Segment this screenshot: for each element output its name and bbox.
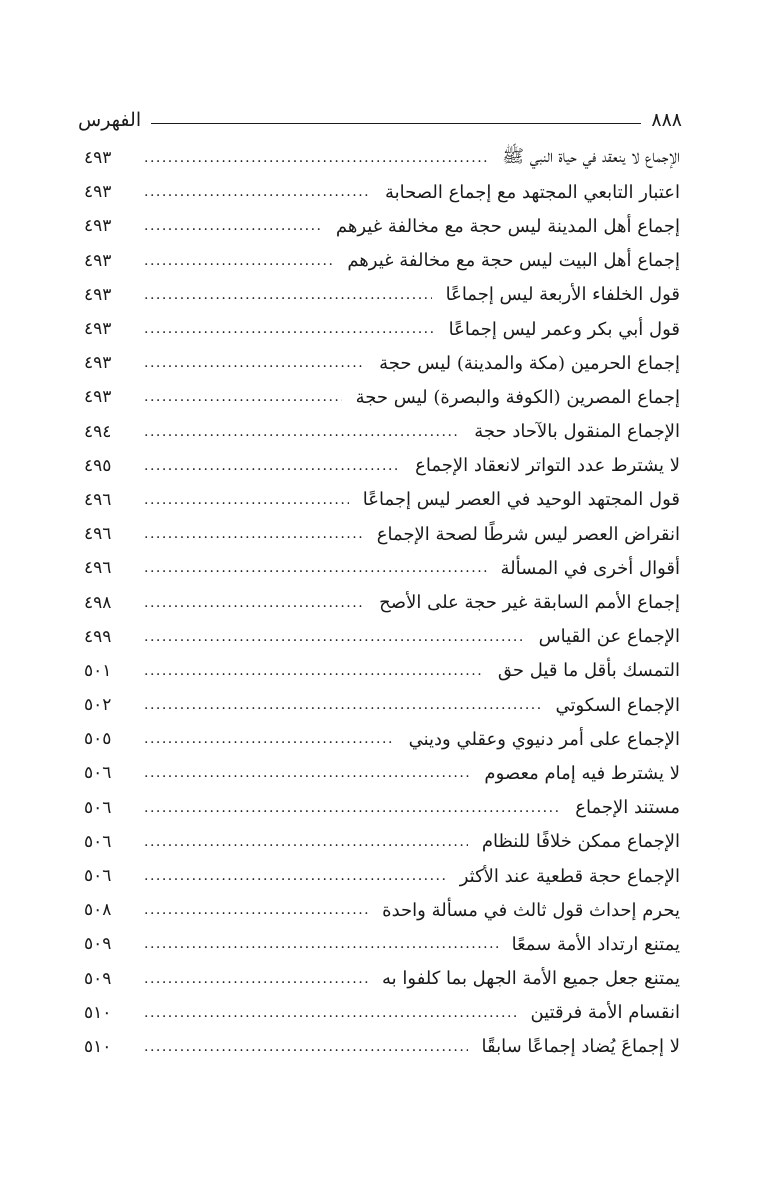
toc-entry-title: الإجماع المنقول بالآحاد حجة (474, 421, 680, 443)
toc-entry-title: قول الخلفاء الأربعة ليس إجماعًا (445, 284, 680, 306)
dot-leader (144, 663, 484, 679)
toc-entry-title: لا إجماعَ يُضاد إجماعًا سابقًا (481, 1036, 680, 1058)
toc-entry-page: ٥٠٩ (84, 934, 112, 955)
toc-entry-page: ٥٠٥ (84, 729, 112, 750)
toc-entry (84, 654, 680, 688)
dot-leader (144, 1039, 468, 1055)
toc-entry-page: ٥٠٨ (84, 900, 112, 921)
toc-entry (84, 756, 680, 790)
toc-entry-page: ٤٩٨ (84, 592, 112, 613)
toc-entry-page: ٤٩٣ (84, 353, 112, 374)
toc-entry (84, 312, 680, 346)
toc-entry-page: ٥٠٦ (84, 831, 112, 852)
toc-entry-page: ٤٩٩ (84, 626, 112, 647)
toc-entry-page: ٤٩٣ (84, 216, 112, 237)
toc-entry (84, 1030, 680, 1064)
toc-entry-page: ٥٠٢ (84, 695, 112, 716)
toc-entry-page: ٤٩٦ (84, 524, 112, 545)
toc-entry (84, 825, 680, 859)
toc-entry-page: ٥٠٦ (84, 797, 112, 818)
toc-entry-page: ٥٠١ (84, 660, 112, 681)
toc-entry-page: ٥٠٩ (84, 968, 112, 989)
toc-entry (84, 585, 680, 619)
dot-leader (144, 971, 368, 987)
toc-entry (84, 722, 680, 756)
toc-entry-title: اعتبار التابعي المجتهد مع إجماع الصحابة (384, 181, 680, 203)
toc-entry-title: مستند الإجماع (575, 797, 680, 819)
toc-entry-page: ٥١٠ (84, 1036, 112, 1057)
toc-entry (84, 209, 680, 243)
toc-entry (84, 175, 680, 209)
toc-entry (84, 859, 680, 893)
toc-entry-page: ٤٩٣ (84, 387, 112, 408)
dot-leader (144, 765, 470, 781)
toc-entry (84, 517, 680, 551)
toc-entry-title: لا يشترط عدد التواتر لانعقاد الإجماع (415, 455, 680, 477)
toc-entry-title: أقوال أخرى في المسألة (500, 557, 680, 579)
toc-entry-page: ٤٩٥ (84, 455, 112, 476)
dot-leader (144, 424, 460, 440)
toc-entry-title: إجماع الحرمين (مكة والمدينة) ليس حجة (379, 352, 680, 374)
toc-entry-page: ٤٩٣ (84, 250, 112, 271)
toc-entry-title: الإجماع عن القياس (538, 626, 680, 648)
toc-entry-title: الإجماع لا ينعقد في حياة النبي ﷺ (502, 146, 680, 168)
toc-entry-page: ٥١٠ (84, 1002, 112, 1023)
table-of-contents (84, 141, 680, 1064)
toc-entry (84, 278, 680, 312)
toc-entry-title: انقراض العصر ليس شرطًا لصحة الإجماع (376, 523, 680, 545)
toc-entry (84, 483, 680, 517)
toc-entry-page: ٤٩٤ (84, 421, 112, 442)
toc-entry (84, 927, 680, 961)
dot-leader (144, 800, 561, 816)
toc-entry-title: قول أبي بكر وعمر ليس إجماعًا (448, 318, 680, 340)
toc-entry-page: ٤٩٦ (84, 558, 112, 579)
toc-entry-title: الإجماع حجة قطعية عند الأكثر (459, 865, 680, 887)
toc-entry (84, 688, 680, 722)
toc-entry-title: إجماع المصرين (الكوفة والبصرة) ليس حجة (355, 386, 680, 408)
dot-leader (144, 902, 368, 918)
toc-entry (84, 893, 680, 927)
dot-leader (144, 629, 525, 645)
dot-leader (144, 492, 349, 508)
toc-entry (84, 551, 680, 585)
toc-entry-title: الإجماع السكوتي (555, 694, 680, 716)
dot-leader (144, 697, 541, 713)
toc-entry (84, 449, 680, 483)
dot-leader (144, 868, 446, 884)
dot-leader (144, 458, 401, 474)
toc-entry-title: يمتنع ارتداد الأمة سمعًا (511, 933, 680, 955)
dot-leader (144, 253, 333, 269)
toc-entry-page: ٥٠٦ (84, 866, 112, 887)
dot-leader (144, 1005, 516, 1021)
toc-entry-page: ٤٩٦ (84, 489, 112, 510)
toc-entry-title: الإجماع على أمر دنيوي وعقلي وديني (408, 728, 680, 750)
toc-entry (84, 415, 680, 449)
toc-entry (84, 346, 680, 380)
dot-leader (144, 731, 395, 747)
dot-leader (144, 595, 365, 611)
toc-entry-title: انقسام الأمة فرقتين (530, 1002, 680, 1024)
toc-entry-title: إجماع أهل المدينة ليس حجة مع مخالفة غيرهم (335, 215, 680, 237)
toc-entry-title: يمتنع جعل جميع الأمة الجهل بما كلفوا به (382, 968, 680, 990)
dot-leader (144, 321, 435, 337)
toc-entry-page: ٤٩٣ (84, 319, 112, 340)
toc-entry-title: إجماع الأمم السابقة غير حجة على الأصح (379, 592, 680, 614)
page-header (78, 96, 682, 130)
toc-entry-page: ٤٩٣ (84, 148, 112, 169)
dot-leader (144, 389, 342, 405)
dot-leader (144, 526, 363, 542)
toc-entry-title: الإجماع ممكن خلافًا للنظام (481, 831, 680, 853)
toc-entry (84, 791, 680, 825)
page-number: ٨٨٨ (651, 109, 682, 131)
dot-leader (144, 287, 432, 303)
toc-entry (84, 996, 680, 1030)
toc-entry-page: ٤٩٣ (84, 182, 112, 203)
dot-leader (144, 355, 365, 371)
toc-entry (84, 141, 680, 175)
dot-leader (144, 184, 371, 200)
toc-entry (84, 380, 680, 414)
toc-entry-page: ٤٩٣ (84, 284, 112, 305)
toc-entry (84, 244, 680, 278)
toc-entry-title: قول المجتهد الوحيد في العصر ليس إجماعًا (362, 489, 680, 511)
toc-entry (84, 620, 680, 654)
toc-entry-page: ٥٠٦ (84, 763, 112, 784)
toc-entry-title: يحرم إحداث قول ثالث في مسألة واحدة (382, 899, 680, 921)
toc-entry-title: لا يشترط فيه إمام معصوم (484, 762, 680, 784)
toc-entry (84, 962, 680, 996)
toc-entry-title: إجماع أهل البيت ليس حجة مع مخالفة غيرهم (347, 250, 680, 272)
dot-leader (144, 218, 322, 234)
toc-entry-title: التمسك بأقل ما قيل حق (497, 660, 680, 682)
dot-leader (144, 834, 468, 850)
dot-leader (144, 150, 488, 166)
section-title: الفهرس (78, 109, 142, 131)
dot-leader (144, 560, 487, 576)
header-rule (151, 123, 641, 124)
dot-leader (144, 936, 498, 952)
